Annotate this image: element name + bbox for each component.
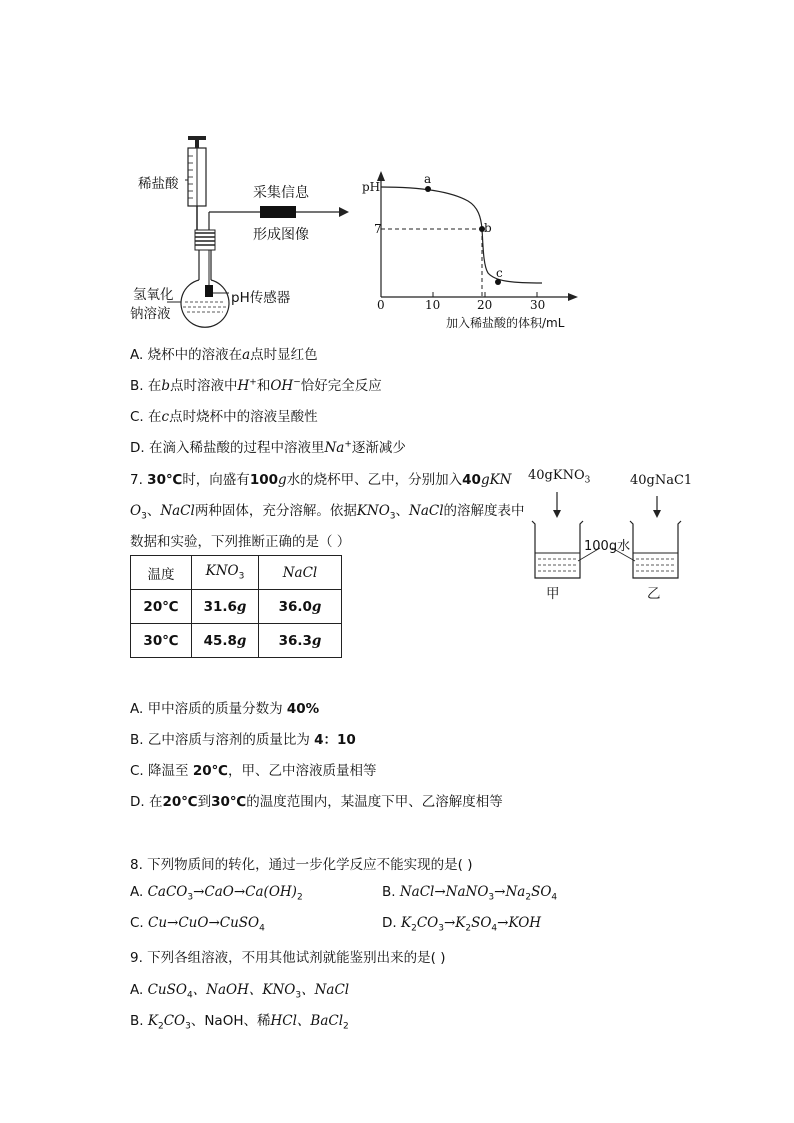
table-cell: 36.0g bbox=[259, 590, 342, 624]
syringe-plunger-cap bbox=[188, 136, 206, 140]
q7-option-a: A. 甲中溶质的质量分数为 40% bbox=[130, 701, 320, 717]
data-collector-box bbox=[260, 206, 296, 218]
water-label: 100g水 bbox=[584, 539, 631, 554]
beaker-left-name: 甲 bbox=[546, 586, 560, 602]
q6-option-a: A. 烧杯中的溶液在a点时显红色 bbox=[130, 347, 318, 363]
q7-option-d: D. 在20℃到30℃的温度范围内，某温度下甲、乙溶解度相等 bbox=[130, 794, 503, 810]
point-b-label: b bbox=[484, 221, 492, 235]
q6-option-c: C. 在c点时烧杯中的溶液呈酸性 bbox=[130, 409, 318, 425]
beaker-left-label: 40gKNO$_3$ bbox=[528, 468, 591, 486]
x-tick-30: 30 bbox=[530, 298, 546, 312]
acid-label: 稀盐酸 bbox=[138, 176, 179, 192]
table-row bbox=[131, 624, 342, 658]
q8-option-c: C. Cu→CuO→CuSO$_4$ bbox=[130, 915, 265, 934]
ph-sensor-probe bbox=[205, 285, 213, 297]
table-cell: 45.8g bbox=[192, 624, 259, 658]
arrow-down-icon bbox=[653, 510, 661, 518]
table-cell: 30℃ bbox=[131, 624, 192, 658]
table-cell: 20℃ bbox=[131, 590, 192, 624]
beaker-left bbox=[532, 521, 583, 578]
table-header-cell: NaCl bbox=[259, 556, 342, 590]
table-row bbox=[131, 590, 342, 624]
table-header-cell: 温度 bbox=[131, 556, 192, 590]
q9-option-a: A. CuSO$_4$、NaOH、$KNO_3$、NaCl bbox=[130, 982, 350, 1001]
collect-label: 采集信息 bbox=[253, 185, 309, 201]
arrow-down-icon bbox=[553, 510, 561, 518]
q7-stem-line1: 7. 30℃时，向盛有100g水的烧杯甲、乙中，分别加入40gKN bbox=[130, 472, 512, 488]
sensor-label: pH传感器 bbox=[231, 290, 291, 306]
q7-stem-line3: 数据和实验，下列推断正确的是（ ） bbox=[130, 534, 351, 550]
solubility-table bbox=[130, 555, 342, 658]
q8-option-d: D. $K_2CO_3\to K_2SO_4\to KOH$ bbox=[382, 915, 542, 934]
x-tick-10: 10 bbox=[425, 298, 441, 312]
table-header-row bbox=[131, 556, 342, 590]
beaker-right-label: 40gNaC1 bbox=[630, 473, 693, 488]
x-tick-20: 20 bbox=[477, 298, 493, 312]
graph-y-tick-7: 7 bbox=[374, 222, 382, 236]
q9-option-b: B. $K_2CO_3$、NaOH、稀HCl、BaCl$_2$ bbox=[130, 1013, 349, 1032]
ph-curve bbox=[381, 187, 542, 283]
point-a-label: a bbox=[424, 172, 432, 186]
table-cell: 36.3g bbox=[259, 624, 342, 658]
q7-stem-line2: $O_3$、NaCl两种固体，充分溶解。依据$KNO_3$、NaCl的溶解度表中 bbox=[130, 503, 525, 522]
point-a bbox=[425, 186, 431, 192]
base-label-2: 钠溶液 bbox=[130, 306, 171, 322]
table-cell: 31.6g bbox=[192, 590, 259, 624]
q8-option-b: B. $NaCl\to NaNO_3\to Na_2SO_4$ bbox=[382, 884, 558, 903]
beaker-right bbox=[630, 521, 681, 578]
ph-curve-graph bbox=[360, 165, 590, 335]
q8-option-a: A. $CaCO_3\to CaO\to Ca(OH)_2$ bbox=[130, 884, 303, 903]
graph-x-label: 加入稀盐酸的体积/mL bbox=[446, 316, 565, 330]
base-label-1: 氢氧化 bbox=[133, 287, 174, 303]
q7-option-b: B. 乙中溶质与溶剂的质量比为 4：10 bbox=[130, 732, 356, 748]
beaker-right-name: 乙 bbox=[647, 586, 661, 602]
image-label: 形成图像 bbox=[253, 227, 309, 243]
q9-stem: 9. 下列各组溶液，不用其他试剂就能鉴别出来的是( ) bbox=[130, 950, 446, 966]
graph-y-label: pH bbox=[362, 180, 381, 194]
arrow-icon bbox=[339, 207, 349, 217]
q7-option-c: C. 降温至 20℃，甲、乙中溶液质量相等 bbox=[130, 763, 377, 779]
q6-option-d: D. 在滴入稀盐酸的过程中溶液里Na+逐渐减少 bbox=[130, 439, 406, 456]
q8-stem: 8. 下列物质间的转化，通过一步化学反应不能实现的是( ) bbox=[130, 857, 473, 873]
q6-option-b: B. 在b点时溶液中H+和OH−恰好完全反应 bbox=[130, 377, 382, 394]
point-c-label: c bbox=[496, 266, 503, 280]
x-tick-0: 0 bbox=[377, 298, 385, 312]
table-header-cell: $KNO_3$ bbox=[192, 556, 259, 590]
